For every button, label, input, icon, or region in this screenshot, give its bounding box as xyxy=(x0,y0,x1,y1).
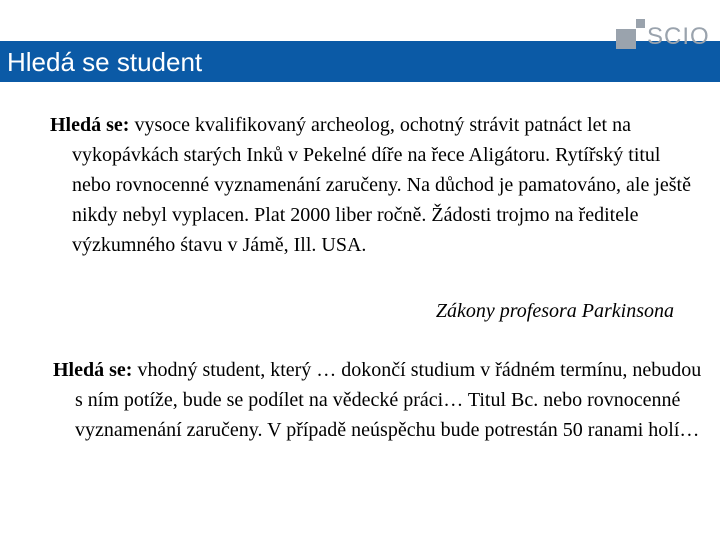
logo-square-icon xyxy=(616,29,636,49)
scio-logo xyxy=(614,17,714,51)
paragraph-label: Hledá se: xyxy=(50,114,130,136)
quote-source: Zákony profesora Parkinsona xyxy=(435,300,674,322)
paragraph-text: vhodný student, který … dokončí studium v řádném termínu, nebudou s ním potíže, bude se podílet na vědecké práci… Titul Bc. nebo rovnocenné vyznamenání zaručeny. V případě neúspěchu bude potrestán 50 ranami holí… xyxy=(75,359,702,441)
slide-title: Hledá se student xyxy=(7,47,203,77)
logo-text: SCIO xyxy=(647,23,710,50)
quote-paragraph-2 xyxy=(53,355,705,445)
quote-paragraph-1 xyxy=(50,110,702,260)
paragraph-text: vysoce kvalifikovaný archeolog, ochotný strávit patnáct let na vykopávkách starých Inků v Pekelné díře na řece Aligátoru. Rytířský titul nebo rovnocenné vyznamenání zaručeny. Na důchod je pamatováno, ale ještě nikdy nebyl vyplacen. Plat 2000 liber ročně. Žádosti trojmo na ředitele výzkumného śtavu v Jámě, Ill. USA. xyxy=(72,114,691,256)
paragraph-label: Hledá se: xyxy=(53,359,133,381)
logo-small-square-icon xyxy=(636,19,645,28)
